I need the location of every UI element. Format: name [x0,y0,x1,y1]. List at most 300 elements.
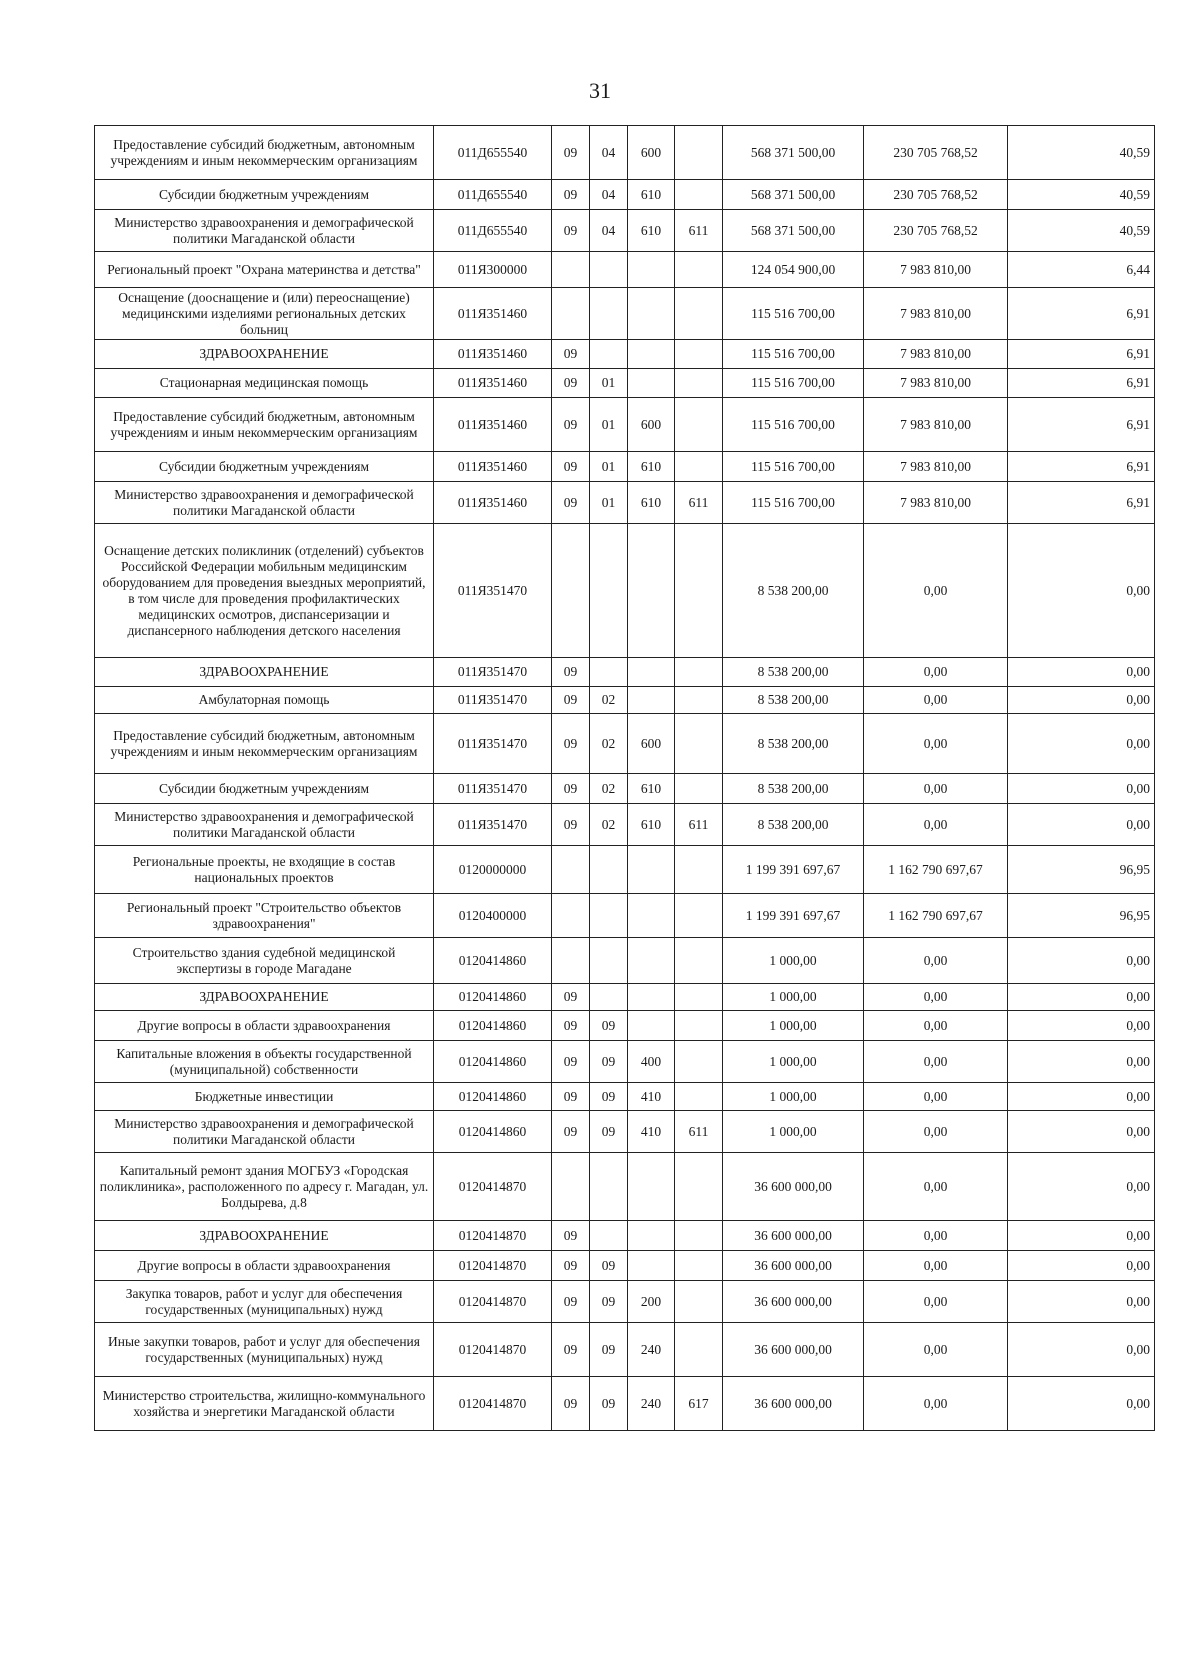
planned-amount: 8 538 200,00 [723,524,864,658]
expense-type-code [628,1011,675,1041]
ministry-code [675,1221,723,1251]
row-name: Региональные проекты, не входящие в состав национальных проектов [95,846,434,894]
target-article-code: 0120414870 [434,1323,552,1377]
expense-type-code: 240 [628,1323,675,1377]
table-row [95,1221,1155,1251]
execution-percent: 0,00 [1008,1011,1155,1041]
execution-percent: 96,95 [1008,846,1155,894]
planned-amount: 36 600 000,00 [723,1153,864,1221]
target-article-code: 011Я351470 [434,774,552,804]
table-row [95,252,1155,288]
table-row [95,1083,1155,1111]
execution-percent: 6,91 [1008,452,1155,482]
expense-type-code: 410 [628,1111,675,1153]
row-name: Министерство здравоохранения и демографической политики Магаданской области [95,482,434,524]
section-code: 09 [552,210,590,252]
expense-type-code: 600 [628,714,675,774]
section-code: 09 [552,687,590,714]
section-code [552,894,590,938]
execution-percent: 0,00 [1008,1323,1155,1377]
planned-amount: 115 516 700,00 [723,288,864,340]
executed-amount: 0,00 [864,1281,1008,1323]
table-row [95,938,1155,984]
section-code: 09 [552,714,590,774]
ministry-code [675,846,723,894]
target-article-code: 0120414860 [434,1083,552,1111]
subsection-code [590,1221,628,1251]
ministry-code [675,1251,723,1281]
table-row [95,1281,1155,1323]
target-article-code: 0120000000 [434,846,552,894]
target-article-code: 011Я351470 [434,687,552,714]
target-article-code: 011Я351470 [434,714,552,774]
ministry-code [675,1281,723,1323]
table-row [95,398,1155,452]
table-row [95,288,1155,340]
executed-amount: 1 162 790 697,67 [864,894,1008,938]
execution-percent: 0,00 [1008,938,1155,984]
execution-percent: 0,00 [1008,714,1155,774]
executed-amount: 0,00 [864,1221,1008,1251]
table-row [95,369,1155,398]
executed-amount: 7 983 810,00 [864,452,1008,482]
subsection-code: 01 [590,482,628,524]
planned-amount: 115 516 700,00 [723,482,864,524]
ministry-code: 617 [675,1377,723,1431]
executed-amount: 0,00 [864,804,1008,846]
row-name: Другие вопросы в области здравоохранения [95,1011,434,1041]
row-name: Оснащение (дооснащение и (или) переоснащение) медицинскими изделиями региональных детских больниц [95,288,434,340]
budget-table [94,125,1155,1431]
table-row [95,1041,1155,1083]
table-row [95,180,1155,210]
row-name: Капитальный ремонт здания МОГБУЗ «Городская поликлиника», расположенного по адресу г. Магадан, ул. Болдырева, д.8 [95,1153,434,1221]
section-code: 09 [552,369,590,398]
planned-amount: 8 538 200,00 [723,774,864,804]
planned-amount: 8 538 200,00 [723,714,864,774]
section-code [552,846,590,894]
planned-amount: 568 371 500,00 [723,210,864,252]
subsection-code: 02 [590,774,628,804]
ministry-code [675,658,723,687]
subsection-code: 09 [590,1323,628,1377]
execution-percent: 6,91 [1008,340,1155,369]
ministry-code [675,126,723,180]
execution-percent: 40,59 [1008,126,1155,180]
row-name: Стационарная медицинская помощь [95,369,434,398]
subsection-code: 02 [590,714,628,774]
section-code: 09 [552,1323,590,1377]
row-name: Региональный проект "Строительство объектов здравоохранения" [95,894,434,938]
table-row [95,452,1155,482]
expense-type-code [628,687,675,714]
subsection-code [590,340,628,369]
ministry-code [675,1153,723,1221]
row-name: Министерство здравоохранения и демографической политики Магаданской области [95,804,434,846]
row-name: Предоставление субсидий бюджетным, автономным учреждениям и иным некоммерческим организациям [95,398,434,452]
subsection-code [590,252,628,288]
execution-percent: 0,00 [1008,1251,1155,1281]
subsection-code: 02 [590,687,628,714]
ministry-code [675,984,723,1011]
target-article-code: 011Я351460 [434,369,552,398]
section-code: 09 [552,774,590,804]
subsection-code [590,524,628,658]
section-code: 09 [552,1251,590,1281]
section-code: 09 [552,340,590,369]
executed-amount: 0,00 [864,774,1008,804]
table-row [95,1153,1155,1221]
execution-percent: 0,00 [1008,1111,1155,1153]
planned-amount: 36 600 000,00 [723,1323,864,1377]
expense-type-code: 610 [628,774,675,804]
subsection-code [590,938,628,984]
executed-amount: 0,00 [864,938,1008,984]
table-row [95,984,1155,1011]
section-code: 09 [552,1221,590,1251]
table-row [95,714,1155,774]
expense-type-code [628,938,675,984]
planned-amount: 1 199 391 697,67 [723,894,864,938]
table-row [95,126,1155,180]
execution-percent: 0,00 [1008,1377,1155,1431]
execution-percent: 0,00 [1008,1083,1155,1111]
row-name: Строительство здания судебной медицинской экспертизы в городе Магадане [95,938,434,984]
table-row [95,482,1155,524]
planned-amount: 36 600 000,00 [723,1251,864,1281]
section-code [552,1153,590,1221]
target-article-code: 011Я351470 [434,804,552,846]
executed-amount: 0,00 [864,1011,1008,1041]
subsection-code [590,894,628,938]
row-name: Министерство здравоохранения и демографической политики Магаданской области [95,1111,434,1153]
table-row [95,846,1155,894]
expense-type-code [628,658,675,687]
expense-type-code [628,846,675,894]
table-row [95,1011,1155,1041]
target-article-code: 011Я300000 [434,252,552,288]
planned-amount: 568 371 500,00 [723,126,864,180]
row-name: Оснащение детских поликлиник (отделений) субъектов Российской Федерации мобильным медицинским оборудованием для проведения выездных мероприятий, в том числе для проведения профилактических медицинских осмотров, диспансеризации и диспансерного наблюдения детского населения [95,524,434,658]
executed-amount: 0,00 [864,1041,1008,1083]
executed-amount: 0,00 [864,1377,1008,1431]
planned-amount: 8 538 200,00 [723,687,864,714]
subsection-code: 02 [590,804,628,846]
expense-type-code [628,524,675,658]
executed-amount: 0,00 [864,1251,1008,1281]
execution-percent: 0,00 [1008,524,1155,658]
row-name: Бюджетные инвестиции [95,1083,434,1111]
expense-type-code: 200 [628,1281,675,1323]
planned-amount: 36 600 000,00 [723,1281,864,1323]
ministry-code: 611 [675,482,723,524]
execution-percent: 0,00 [1008,1041,1155,1083]
row-name: Министерство здравоохранения и демографической политики Магаданской области [95,210,434,252]
execution-percent: 0,00 [1008,1153,1155,1221]
ministry-code [675,1083,723,1111]
section-code: 09 [552,1281,590,1323]
target-article-code: 011Я351460 [434,288,552,340]
planned-amount: 1 000,00 [723,1011,864,1041]
section-code: 09 [552,658,590,687]
table-row [95,340,1155,369]
planned-amount: 115 516 700,00 [723,398,864,452]
execution-percent: 0,00 [1008,658,1155,687]
executed-amount: 230 705 768,52 [864,180,1008,210]
section-code: 09 [552,452,590,482]
expense-type-code [628,340,675,369]
subsection-code: 09 [590,1011,628,1041]
target-article-code: 011Д655540 [434,210,552,252]
row-name: Министерство строительства, жилищно-коммунального хозяйства и энергетики Магаданской области [95,1377,434,1431]
target-article-code: 011Я351470 [434,524,552,658]
expense-type-code [628,252,675,288]
section-code: 09 [552,398,590,452]
ministry-code [675,524,723,658]
row-name: Капитальные вложения в объекты государственной (муниципальной) собственности [95,1041,434,1083]
planned-amount: 1 000,00 [723,1041,864,1083]
ministry-code [675,894,723,938]
execution-percent: 6,44 [1008,252,1155,288]
execution-percent: 6,91 [1008,398,1155,452]
ministry-code: 611 [675,804,723,846]
planned-amount: 124 054 900,00 [723,252,864,288]
target-article-code: 011Я351460 [434,482,552,524]
execution-percent: 0,00 [1008,774,1155,804]
executed-amount: 7 983 810,00 [864,369,1008,398]
executed-amount: 230 705 768,52 [864,126,1008,180]
executed-amount: 0,00 [864,984,1008,1011]
planned-amount: 115 516 700,00 [723,340,864,369]
planned-amount: 568 371 500,00 [723,180,864,210]
section-code: 09 [552,804,590,846]
subsection-code [590,984,628,1011]
table-row [95,1323,1155,1377]
execution-percent: 0,00 [1008,687,1155,714]
expense-type-code: 610 [628,210,675,252]
section-code: 09 [552,1083,590,1111]
section-code: 09 [552,126,590,180]
table-row [95,658,1155,687]
expense-type-code [628,288,675,340]
executed-amount: 0,00 [864,714,1008,774]
execution-percent: 40,59 [1008,180,1155,210]
planned-amount: 1 199 391 697,67 [723,846,864,894]
executed-amount: 0,00 [864,524,1008,658]
planned-amount: 1 000,00 [723,938,864,984]
expense-type-code: 610 [628,482,675,524]
expense-type-code [628,984,675,1011]
execution-percent: 6,91 [1008,288,1155,340]
target-article-code: 0120414860 [434,984,552,1011]
expense-type-code: 410 [628,1083,675,1111]
subsection-code: 09 [590,1111,628,1153]
ministry-code [675,714,723,774]
expense-type-code: 610 [628,452,675,482]
subsection-code: 09 [590,1251,628,1281]
target-article-code: 0120414860 [434,938,552,984]
expense-type-code [628,369,675,398]
ministry-code [675,1323,723,1377]
ministry-code: 611 [675,1111,723,1153]
target-article-code: 0120414870 [434,1281,552,1323]
table-row [95,1377,1155,1431]
planned-amount: 1 000,00 [723,1111,864,1153]
target-article-code: 011Я351460 [434,452,552,482]
table-row [95,210,1155,252]
section-code [552,938,590,984]
ministry-code [675,1011,723,1041]
execution-percent: 0,00 [1008,1281,1155,1323]
planned-amount: 8 538 200,00 [723,804,864,846]
table-row [95,687,1155,714]
target-article-code: 0120414870 [434,1153,552,1221]
row-name: Закупка товаров, работ и услуг для обеспечения государственных (муниципальных) нужд [95,1281,434,1323]
ministry-code [675,288,723,340]
ministry-code [675,687,723,714]
row-name: ЗДРАВООХРАНЕНИЕ [95,340,434,369]
table-row [95,524,1155,658]
row-name: Предоставление субсидий бюджетным, автономным учреждениям и иным некоммерческим организациям [95,714,434,774]
section-code [552,288,590,340]
execution-percent: 0,00 [1008,804,1155,846]
target-article-code: 011Д655540 [434,126,552,180]
subsection-code: 09 [590,1281,628,1323]
subsection-code: 04 [590,210,628,252]
subsection-code: 09 [590,1041,628,1083]
subsection-code [590,658,628,687]
row-name: Предоставление субсидий бюджетным, автономным учреждениям и иным некоммерческим организациям [95,126,434,180]
executed-amount: 1 162 790 697,67 [864,846,1008,894]
expense-type-code: 400 [628,1041,675,1083]
expense-type-code: 610 [628,180,675,210]
section-code: 09 [552,1111,590,1153]
table-row [95,774,1155,804]
expense-type-code: 610 [628,804,675,846]
row-name: Субсидии бюджетным учреждениям [95,180,434,210]
subsection-code [590,288,628,340]
page-number: 31 [589,78,611,103]
row-name: Субсидии бюджетным учреждениям [95,774,434,804]
table-row [95,1251,1155,1281]
row-name: Субсидии бюджетным учреждениям [95,452,434,482]
row-name: Региональный проект "Охрана материнства и детства" [95,252,434,288]
executed-amount: 0,00 [864,658,1008,687]
ministry-code [675,452,723,482]
subsection-code: 09 [590,1083,628,1111]
target-article-code: 0120414870 [434,1377,552,1431]
table-row [95,804,1155,846]
execution-percent: 96,95 [1008,894,1155,938]
executed-amount: 0,00 [864,1323,1008,1377]
section-code: 09 [552,180,590,210]
ministry-code [675,1041,723,1083]
subsection-code: 01 [590,398,628,452]
execution-percent: 6,91 [1008,369,1155,398]
planned-amount: 1 000,00 [723,984,864,1011]
section-code: 09 [552,482,590,524]
subsection-code: 09 [590,1377,628,1431]
ministry-code: 611 [675,210,723,252]
target-article-code: 011Д655540 [434,180,552,210]
section-code [552,524,590,658]
row-name: ЗДРАВООХРАНЕНИЕ [95,1221,434,1251]
target-article-code: 0120414860 [434,1011,552,1041]
executed-amount: 7 983 810,00 [864,398,1008,452]
executed-amount: 7 983 810,00 [864,340,1008,369]
subsection-code: 01 [590,452,628,482]
section-code [552,252,590,288]
ministry-code [675,938,723,984]
executed-amount: 7 983 810,00 [864,288,1008,340]
planned-amount: 36 600 000,00 [723,1221,864,1251]
ministry-code [675,369,723,398]
execution-percent: 40,59 [1008,210,1155,252]
expense-type-code [628,894,675,938]
table-row [95,894,1155,938]
ministry-code [675,252,723,288]
expense-type-code [628,1153,675,1221]
execution-percent: 0,00 [1008,984,1155,1011]
subsection-code [590,846,628,894]
planned-amount: 1 000,00 [723,1083,864,1111]
section-code: 09 [552,1011,590,1041]
expense-type-code: 600 [628,126,675,180]
executed-amount: 7 983 810,00 [864,482,1008,524]
subsection-code: 04 [590,180,628,210]
planned-amount: 8 538 200,00 [723,658,864,687]
execution-percent: 0,00 [1008,1221,1155,1251]
subsection-code: 04 [590,126,628,180]
expense-type-code [628,1251,675,1281]
target-article-code: 011Я351470 [434,658,552,687]
expense-type-code: 240 [628,1377,675,1431]
row-name: Амбулаторная помощь [95,687,434,714]
target-article-code: 011Я351460 [434,340,552,369]
row-name: ЗДРАВООХРАНЕНИЕ [95,984,434,1011]
executed-amount: 0,00 [864,1153,1008,1221]
row-name: Иные закупки товаров, работ и услуг для обеспечения государственных (муниципальных) нужд [95,1323,434,1377]
target-article-code: 0120414860 [434,1041,552,1083]
target-article-code: 0120400000 [434,894,552,938]
ministry-code [675,774,723,804]
executed-amount: 0,00 [864,1083,1008,1111]
section-code: 09 [552,1041,590,1083]
table-row [95,1111,1155,1153]
expense-type-code [628,1221,675,1251]
executed-amount: 7 983 810,00 [864,252,1008,288]
target-article-code: 0120414860 [434,1111,552,1153]
planned-amount: 115 516 700,00 [723,369,864,398]
ministry-code [675,180,723,210]
subsection-code [590,1153,628,1221]
expense-type-code: 600 [628,398,675,452]
executed-amount: 0,00 [864,687,1008,714]
executed-amount: 0,00 [864,1111,1008,1153]
ministry-code [675,340,723,369]
section-code: 09 [552,984,590,1011]
table-body [95,126,1155,1431]
row-name: ЗДРАВООХРАНЕНИЕ [95,658,434,687]
execution-percent: 6,91 [1008,482,1155,524]
planned-amount: 36 600 000,00 [723,1377,864,1431]
target-article-code: 0120414870 [434,1221,552,1251]
section-code: 09 [552,1377,590,1431]
executed-amount: 230 705 768,52 [864,210,1008,252]
ministry-code [675,398,723,452]
target-article-code: 0120414870 [434,1251,552,1281]
subsection-code: 01 [590,369,628,398]
